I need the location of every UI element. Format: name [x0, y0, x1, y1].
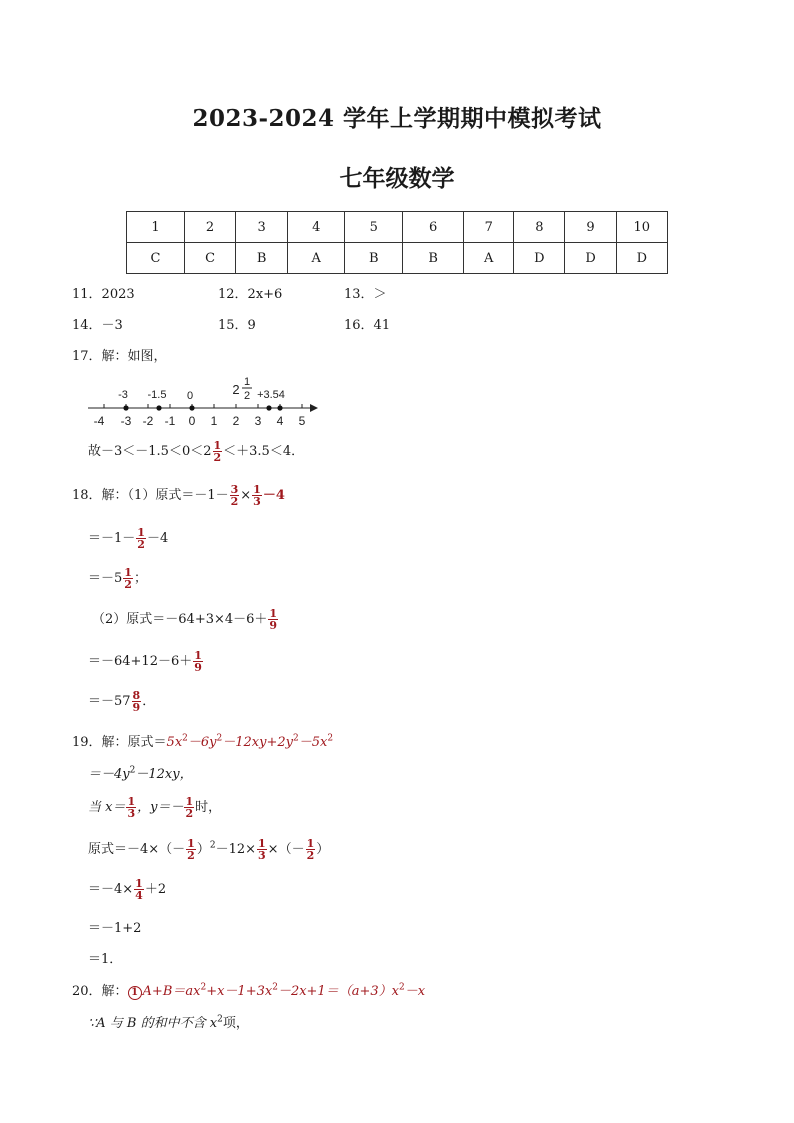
answer-q12: 12．2x+6 — [218, 287, 283, 302]
text-span: ＝－64+12－6＋ — [88, 654, 193, 669]
point-label: 2 — [232, 382, 240, 397]
table-cell: 3 — [236, 212, 288, 243]
table-cell: B — [403, 243, 464, 274]
q18-line3 — [88, 567, 147, 590]
text-span: 原式＝－4×（－ — [88, 842, 186, 857]
number-line-figure — [88, 372, 328, 432]
denominator: 2 — [124, 578, 132, 591]
text-span: ×（－ — [267, 842, 305, 857]
fraction — [213, 440, 223, 463]
denominator: 3 — [127, 807, 136, 820]
fraction — [257, 838, 267, 861]
tick-label: -4 — [93, 414, 105, 428]
point-label: 0 — [186, 390, 194, 402]
table-cell: 4 — [288, 212, 345, 243]
q18-line5 — [88, 650, 204, 673]
denominator: 2 — [213, 451, 222, 464]
table-cell: C — [185, 243, 236, 274]
page-title: 2023-2024 学年上学期期中模拟考试 — [192, 105, 602, 132]
denominator: 9 — [194, 661, 202, 674]
text-span: ＜＋3.5＜4． — [223, 444, 305, 459]
tick-label: -2 — [142, 414, 154, 428]
table-cell: 5 — [345, 212, 403, 243]
text-span: 18．解：（1）原式＝－1－ — [72, 488, 229, 503]
text-span: 故－3＜－1.5＜0＜2 — [88, 444, 212, 459]
exponent: 2 — [217, 1014, 223, 1025]
answer-q14: 14．－3 — [72, 318, 123, 333]
numerator: 1 — [258, 837, 266, 850]
exponent: 2 — [398, 982, 405, 993]
table-cell: 2 — [185, 212, 236, 243]
point-label: 2 — [243, 390, 251, 402]
text-span: －12xy+2y — [222, 735, 293, 750]
q19-line3 — [88, 796, 221, 819]
exponent: 2 — [292, 733, 299, 744]
fraction — [132, 690, 142, 713]
text-span: ＝－57 — [88, 694, 131, 709]
table-cell: 6 — [403, 212, 464, 243]
text-span: × — [240, 488, 252, 503]
numerator: 1 — [135, 877, 143, 890]
tick-label: 0 — [188, 414, 196, 428]
text-span: ，y＝－ — [137, 800, 184, 815]
numerator: 1 — [187, 837, 195, 850]
fraction — [193, 650, 203, 673]
table-cell: 7 — [464, 212, 514, 243]
table-cell: 10 — [616, 212, 667, 243]
table-cell: D — [514, 243, 565, 274]
q18-line4 — [92, 608, 279, 631]
text-span: －4 — [146, 531, 169, 546]
q17-conclusion — [88, 440, 304, 463]
table-cell: 1 — [127, 212, 185, 243]
table-cell: 8 — [514, 212, 565, 243]
text-span: ； — [133, 571, 147, 586]
text-span: 20．解： — [72, 984, 128, 999]
fraction — [184, 796, 194, 819]
text-span: －5x — [298, 735, 328, 750]
tick-label: 1 — [210, 414, 218, 428]
fraction — [306, 838, 316, 861]
denominator: 4 — [135, 889, 143, 902]
text-span: 19．解：原式＝ — [72, 735, 167, 750]
q18-line6 — [88, 690, 155, 713]
point-label: +3.54 — [257, 389, 285, 401]
point-label: -3 — [118, 389, 128, 401]
numerator: 1 — [213, 439, 222, 452]
point-neg1-5 — [156, 405, 161, 410]
point-label: -1.5 — [147, 389, 167, 401]
answer-q15: 15．9 — [218, 318, 256, 333]
fraction — [134, 878, 144, 901]
arrow-right-icon — [310, 404, 318, 412]
tick-label: 5 — [298, 414, 306, 428]
point-label: 1 — [243, 376, 251, 388]
text-span: （2）原式＝－64+3×4－6＋ — [92, 612, 268, 627]
text-span: 项， — [222, 1016, 249, 1031]
numerator: 1 — [306, 837, 315, 850]
fraction — [252, 484, 262, 507]
text-span: ＝－5 — [88, 571, 123, 586]
tick-label: 2 — [232, 414, 240, 428]
answer-q11: 11．2023 — [72, 287, 135, 302]
text-span: －12xy， — [135, 767, 193, 782]
q19-line4 — [88, 838, 329, 861]
text-span: －12× — [215, 842, 257, 857]
answer-table-number-row — [127, 212, 668, 243]
text-span: 5x — [166, 735, 183, 750]
numerator: 1 — [253, 483, 261, 496]
point-2-5 — [266, 405, 271, 410]
numerator: 1 — [124, 566, 132, 579]
denominator: 2 — [137, 538, 145, 551]
text-span: 时， — [195, 800, 222, 815]
numerator: 1 — [137, 526, 145, 539]
q20-line2 — [88, 1012, 249, 1031]
fraction — [126, 796, 136, 819]
q19-line2 — [88, 763, 193, 782]
page-subtitle: 七年级数学 — [339, 165, 455, 192]
point-3-5 — [277, 405, 282, 410]
text-span: －x — [404, 984, 426, 999]
text-span: ） — [196, 842, 210, 857]
exponent: 2 — [182, 733, 188, 744]
q19-line6: ＝－1+2 — [88, 921, 142, 936]
table-cell: A — [288, 243, 345, 274]
numerator: 1 — [194, 649, 202, 662]
q19-line7: ＝1． — [88, 952, 123, 967]
denominator: 2 — [187, 849, 195, 862]
fraction — [186, 838, 196, 861]
fraction — [230, 484, 240, 507]
circled-number-icon: 1 — [128, 986, 142, 1000]
point-0 — [189, 405, 194, 410]
text-span: +x－1+3x — [206, 984, 273, 999]
denominator: 2 — [306, 849, 315, 862]
text-span: ＋2 — [144, 882, 167, 897]
fraction — [136, 527, 146, 550]
tick-label: -1 — [164, 414, 176, 428]
table-cell: C — [127, 243, 185, 274]
denominator: 3 — [258, 849, 266, 862]
exponent: 2 — [200, 982, 207, 993]
exponent: 2 — [327, 733, 334, 744]
axis-ticks — [104, 404, 302, 408]
fraction — [123, 567, 133, 590]
point-neg3 — [123, 405, 128, 410]
text-span: ） — [316, 842, 330, 857]
tick-label: 4 — [276, 414, 284, 428]
denominator: 3 — [253, 495, 261, 508]
answer-table — [126, 211, 668, 274]
exponent: 2 — [272, 982, 278, 993]
denominator: 2 — [185, 807, 194, 820]
text-span: A+B＝ax — [142, 984, 201, 999]
denominator: 9 — [269, 619, 278, 632]
text-span: ＝－1－ — [88, 531, 136, 546]
q18-line2 — [88, 527, 168, 550]
q19-line1 — [72, 731, 333, 750]
exponent: 2 — [129, 765, 136, 776]
text-span: ． — [142, 694, 156, 709]
q17-intro: 17．解：如图， — [72, 349, 167, 364]
q20-line1 — [72, 980, 425, 1000]
table-cell: D — [565, 243, 616, 274]
tick-label: -3 — [120, 414, 132, 428]
fraction — [268, 608, 278, 631]
text-span: －4 — [262, 488, 285, 503]
text-span: ∵A 与 B 的和中不含 x — [88, 1016, 218, 1031]
answer-q16: 16．41 — [344, 318, 391, 333]
table-cell: 9 — [565, 212, 616, 243]
denominator: 9 — [132, 701, 141, 714]
tick-label: 3 — [254, 414, 262, 428]
answer-table-answer-row — [127, 243, 668, 274]
answer-q13: 13．＞ — [344, 287, 387, 302]
numerator: 1 — [269, 607, 278, 620]
text-span: －6y — [187, 735, 217, 750]
numerator: 8 — [132, 689, 141, 702]
exponent: 2 — [216, 733, 223, 744]
text-span: －2x+1＝（a+3）x — [277, 984, 399, 999]
table-cell: D — [616, 243, 667, 274]
q18-line1 — [72, 484, 285, 507]
numerator: 1 — [185, 795, 194, 808]
table-cell: A — [464, 243, 514, 274]
denominator: 2 — [230, 495, 239, 508]
numerator: 3 — [230, 483, 239, 496]
exponent: 2 — [209, 840, 216, 851]
numerator: 1 — [127, 795, 136, 808]
q19-line5 — [88, 878, 166, 901]
text-span: 当 x＝ — [88, 800, 126, 815]
table-cell: B — [236, 243, 288, 274]
text-span: ＝－4y — [88, 767, 130, 782]
text-span: ＝－4× — [88, 882, 134, 897]
table-cell: B — [345, 243, 403, 274]
